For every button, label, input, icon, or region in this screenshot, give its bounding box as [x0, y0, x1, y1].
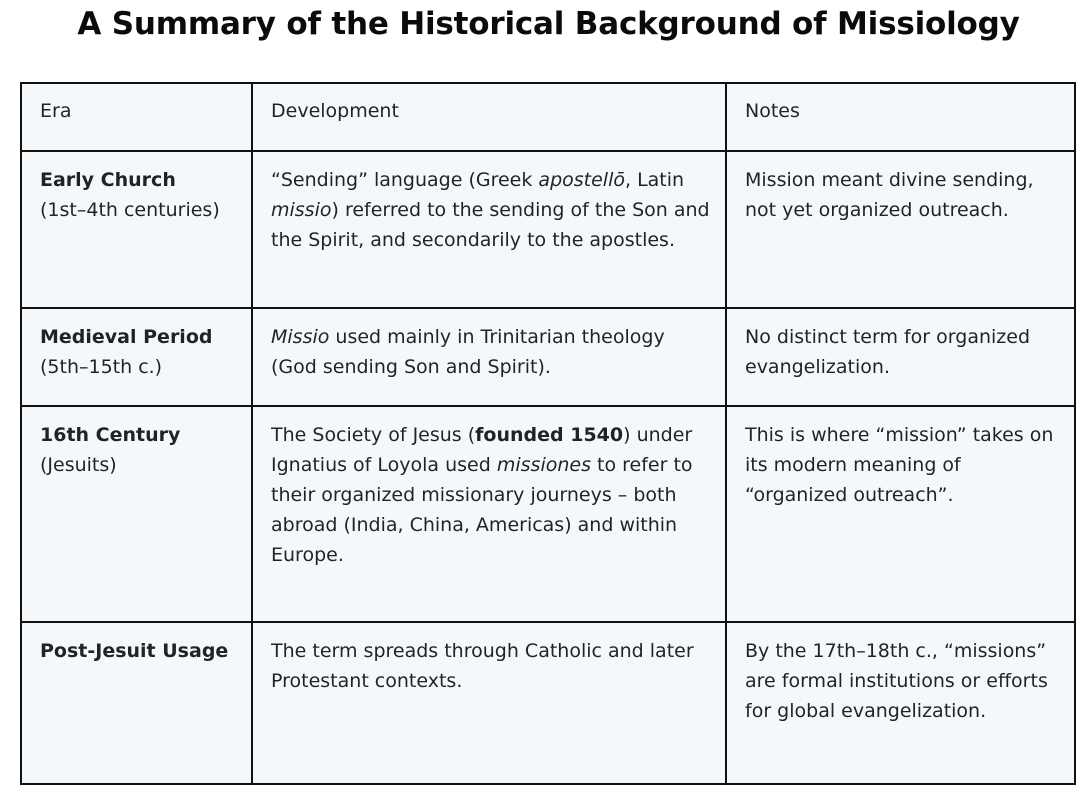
header-notes: Notes: [726, 83, 1075, 151]
era-name: Early Church: [40, 169, 176, 191]
notes-cell: No distinct term for organized evangelization.: [726, 308, 1075, 406]
header-era: Era: [21, 83, 252, 151]
table-row: [21, 308, 1075, 406]
development-cell: [252, 406, 726, 622]
development-text: to refer to their organized missionary journeys – both abroad (India, China, Americas) and within Europe.: [271, 454, 693, 566]
era-detail: (Jesuits): [40, 454, 117, 476]
table-row: [21, 622, 1075, 784]
era-detail: (1st–4th centuries): [40, 199, 220, 221]
era-detail: (5th–15th c.): [40, 356, 163, 378]
development-bold-text: founded 1540: [475, 424, 624, 446]
development-cell: [252, 622, 726, 784]
development-text: ) under Ignatius of Loyola used: [271, 424, 693, 476]
development-cell: [252, 151, 726, 308]
era-name: Medieval Period: [40, 326, 213, 348]
development-text: The term spreads through Catholic and later Protestant contexts.: [271, 640, 694, 692]
page-title: A Summary of the Historical Background of Missiology: [77, 6, 1020, 42]
development-text: “Sending” language (Greek: [271, 169, 539, 191]
notes-cell: By the 17th–18th c., “missions” are formal institutions or efforts for global evangelization.: [726, 622, 1075, 784]
development-text: , Latin: [624, 169, 685, 191]
table-row: [21, 406, 1075, 622]
table-header-row: [21, 83, 1075, 151]
development-italic-term: apostellō: [538, 169, 625, 191]
notes-cell: Mission meant divine sending, not yet organized outreach.: [726, 151, 1075, 308]
header-development: Development: [252, 83, 726, 151]
history-table: [20, 82, 1076, 785]
table-row: [21, 151, 1075, 308]
era-name: Post-Jesuit Usage: [40, 640, 229, 662]
development-text: ) referred to the sending of the Son and the Spirit, and secondarily to the apostles.: [271, 199, 710, 251]
era-name: 16th Century: [40, 424, 181, 446]
era-cell: [21, 406, 252, 622]
development-cell: [252, 308, 726, 406]
development-italic-term: Missio: [271, 326, 330, 348]
notes-cell: This is where “mission” takes on its modern meaning of “organized outreach”.: [726, 406, 1075, 622]
development-italic-term: missio: [271, 199, 332, 221]
era-cell: [21, 622, 252, 784]
development-text: used mainly in Trinitarian theology (God sending Son and Spirit).: [271, 326, 665, 378]
development-italic-term: missiones: [496, 454, 591, 476]
era-cell: [21, 151, 252, 308]
era-cell: [21, 308, 252, 406]
development-text: The Society of Jesus (: [271, 424, 476, 446]
